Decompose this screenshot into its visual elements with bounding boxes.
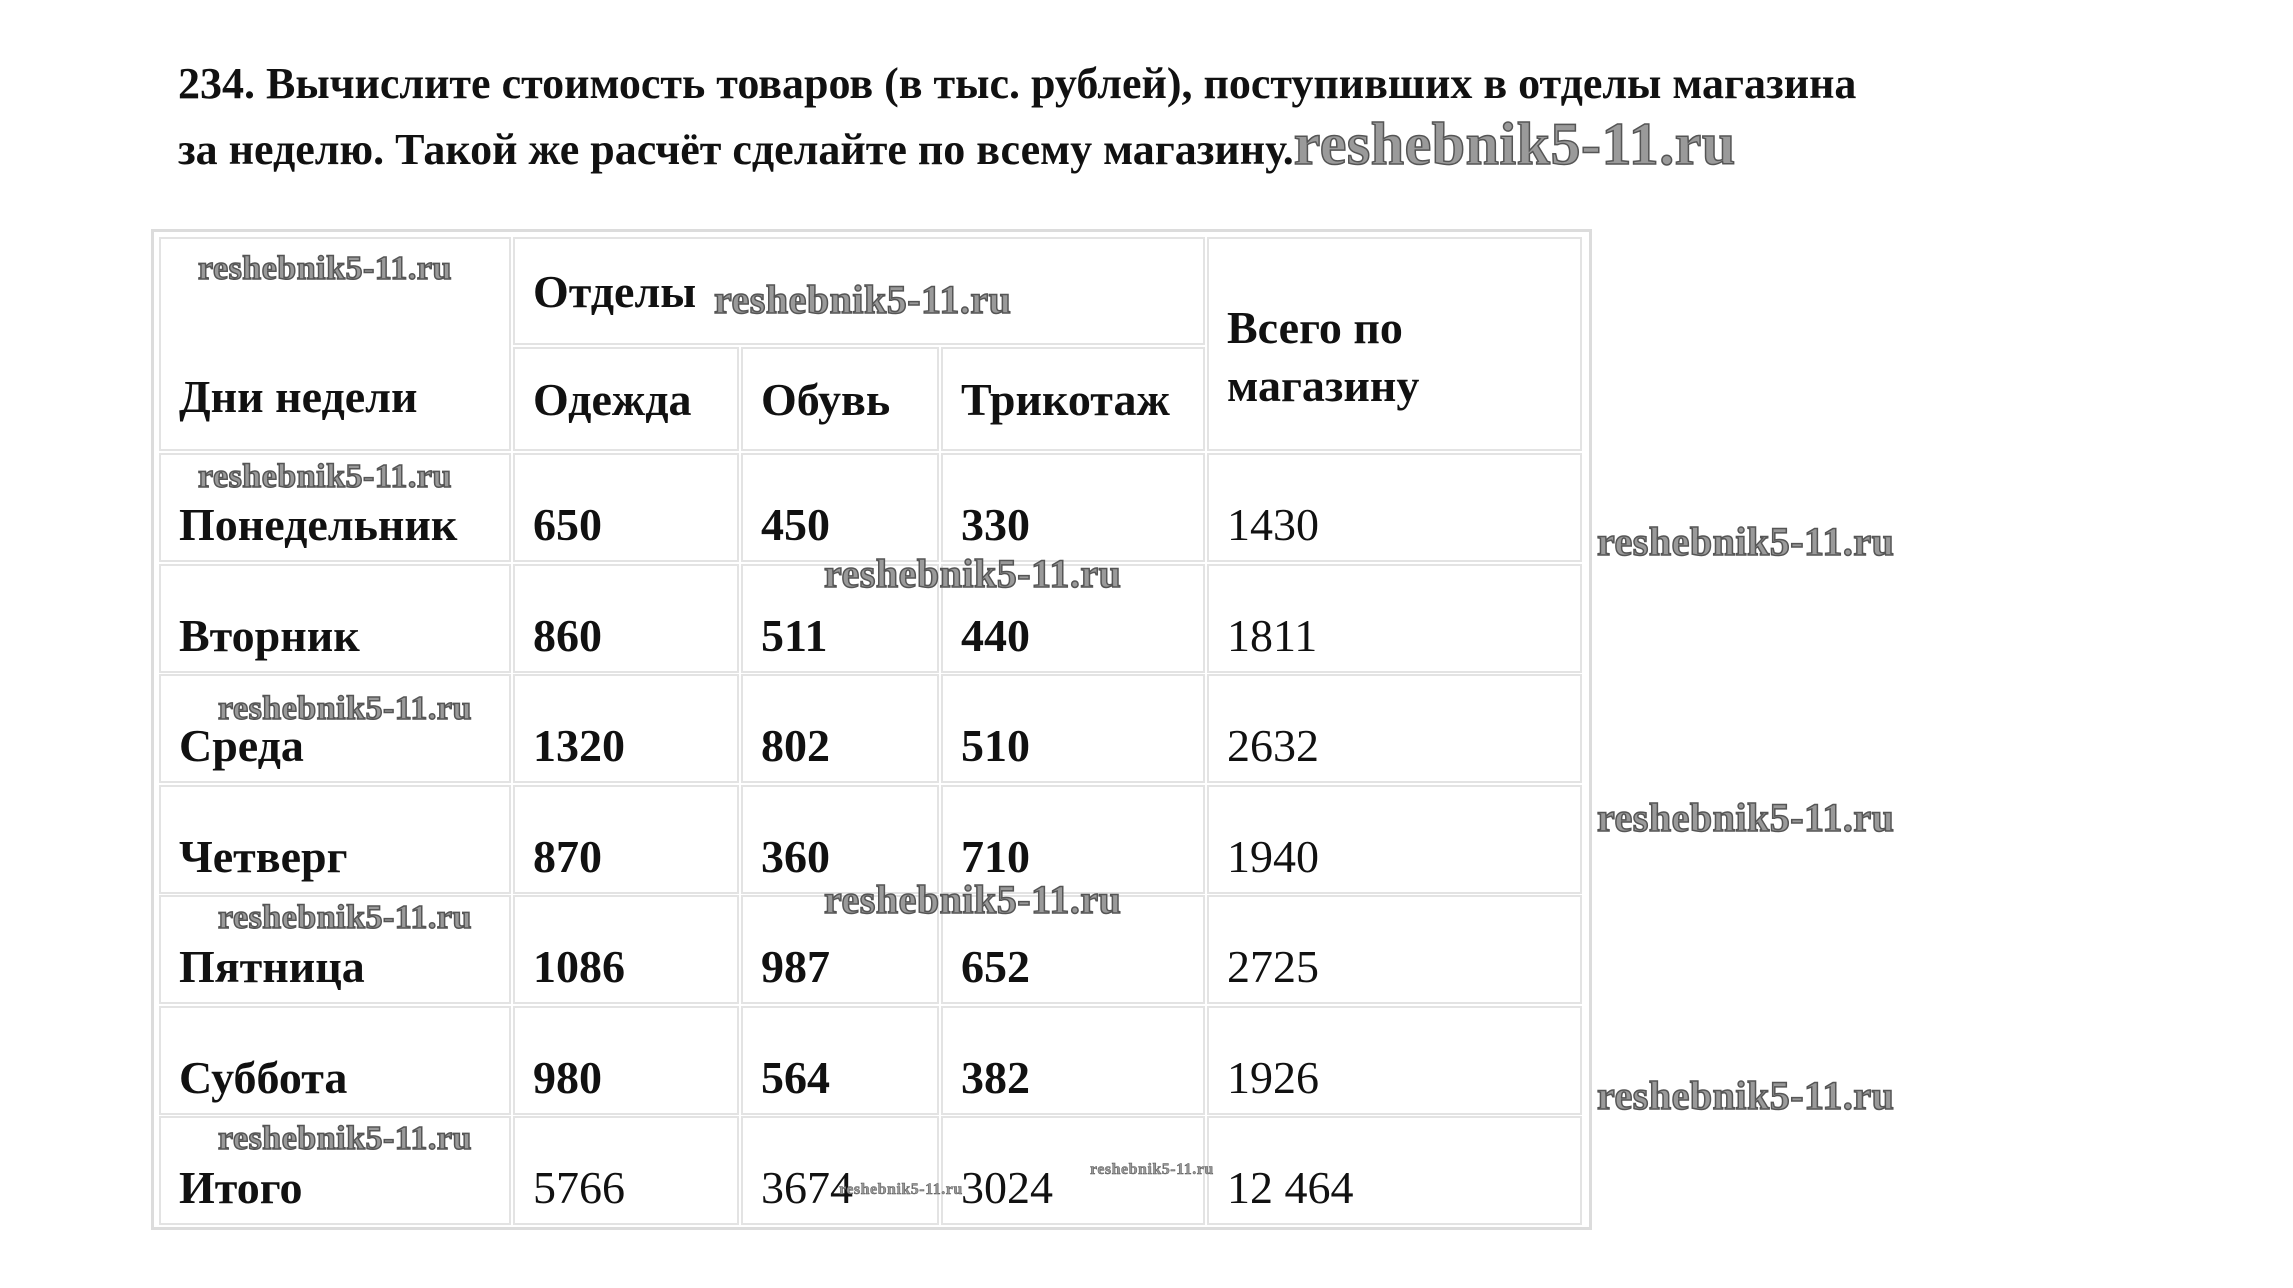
table-shoes-cell [741,674,939,783]
table-clothes-cell [513,785,739,894]
table-day-cell [159,785,511,894]
row-label: Четверг [179,831,348,882]
row-clothes: 1320 [533,720,625,771]
totals-total-cell [1207,1116,1582,1225]
table-clothes-cell [513,895,739,1004]
row-clothes: 870 [533,831,602,882]
totals-clothes-cell [513,1116,739,1225]
row-knitwear: 652 [961,941,1030,992]
totals-clothes: 5766 [533,1162,625,1213]
header-shoes: Обувь [761,373,891,425]
header-departments: Отделы [533,265,697,317]
table-total-cell [1207,895,1582,1004]
row-total: 1940 [1227,831,1319,882]
row-label: Суббота [179,1052,348,1103]
watermark-text: reshebnik5-11.ru [1597,1073,1895,1118]
row-knitwear: 510 [961,720,1030,771]
totals-shoes: 3674 [761,1162,853,1213]
table-total-cell [1207,1006,1582,1115]
header-knitwear: Трикотаж [961,373,1170,425]
table-shoes-cell [741,453,939,562]
watermark-text: reshebnik5-11.ru [1597,795,1895,840]
watermark-text: reshebnik5-11.ru [1597,519,1895,564]
table-total-cell [1207,564,1582,673]
row-clothes: 980 [533,1052,602,1103]
row-shoes: 802 [761,720,830,771]
watermark-text: reshebnik5-11.ru [824,551,1122,596]
row-knitwear: 710 [961,831,1030,882]
watermark-text: reshebnik5-11.ru [198,250,452,287]
row-clothes: 860 [533,610,602,661]
watermark-text: reshebnik5-11.ru [218,690,472,727]
totals-knitwear: 3024 [961,1162,1053,1213]
row-clothes: 650 [533,499,602,550]
row-total: 1926 [1227,1052,1319,1103]
row-shoes: 450 [761,499,830,550]
table-knitwear-cell [941,674,1205,783]
totals-label: Итого [179,1162,303,1213]
row-knitwear: 440 [961,610,1030,661]
table-knitwear-cell [941,453,1205,562]
header-knitwear-cell [941,347,1205,451]
watermark-text: reshebnik5-11.ru [218,899,472,936]
table-clothes-cell [513,453,739,562]
watermark-text: reshebnik5-11.ru [1293,111,1736,177]
goods-table [151,229,1592,1230]
header-days: Дни недели [179,371,418,422]
task-line-2 [178,111,2178,180]
row-knitwear: 382 [961,1052,1030,1103]
table-total-cell [1207,785,1582,894]
table-total-cell [1207,453,1582,562]
row-total: 2632 [1227,720,1319,771]
watermark-text: reshebnik5-11.ru [218,1120,472,1157]
row-shoes: 360 [761,831,830,882]
row-label: Пятница [179,941,365,992]
task-text [178,54,2178,180]
table-day-cell [159,1006,511,1115]
table-shoes-cell [741,1006,939,1115]
row-total: 1811 [1227,610,1318,661]
watermark-text: reshebnik5-11.ru [198,458,452,495]
totals-total: 12 464 [1227,1162,1354,1213]
table-clothes-cell [513,564,739,673]
watermark-text: reshebnik5-11.ru [839,1181,963,1198]
row-shoes: 511 [761,610,828,661]
header-clothes-cell [513,347,739,451]
watermark-text: reshebnik5-11.ru [714,277,1012,322]
row-shoes: 564 [761,1052,830,1103]
row-knitwear: 330 [961,499,1030,550]
watermark-text: reshebnik5-11.ru [824,877,1122,922]
row-label: Среда [179,720,304,771]
table-clothes-cell [513,1006,739,1115]
task-line-1: 234. Вычислите стоимость товаров (в тыс. рублей), поступивших в отделы магазина [178,59,1857,108]
totals-shoes-cell [741,1116,939,1225]
task-line-2-text: за неделю. Такой же расчёт сделайте по всему магазину. [178,125,1294,174]
table-knitwear-cell [941,1006,1205,1115]
watermark-text: reshebnik5-11.ru [1090,1161,1214,1178]
header-total-cell [1207,237,1582,451]
header-clothes: Одежда [533,373,692,425]
row-total: 2725 [1227,941,1319,992]
row-clothes: 1086 [533,941,625,992]
table-day-cell [159,564,511,673]
header-total-store: Всего по магазину [1227,302,1420,411]
row-total: 1430 [1227,499,1319,550]
row-label: Понедельник [179,499,458,550]
row-shoes: 987 [761,941,830,992]
header-shoes-cell [741,347,939,451]
table-total-cell [1207,674,1582,783]
row-label: Вторник [179,610,360,661]
table-clothes-cell [513,674,739,783]
